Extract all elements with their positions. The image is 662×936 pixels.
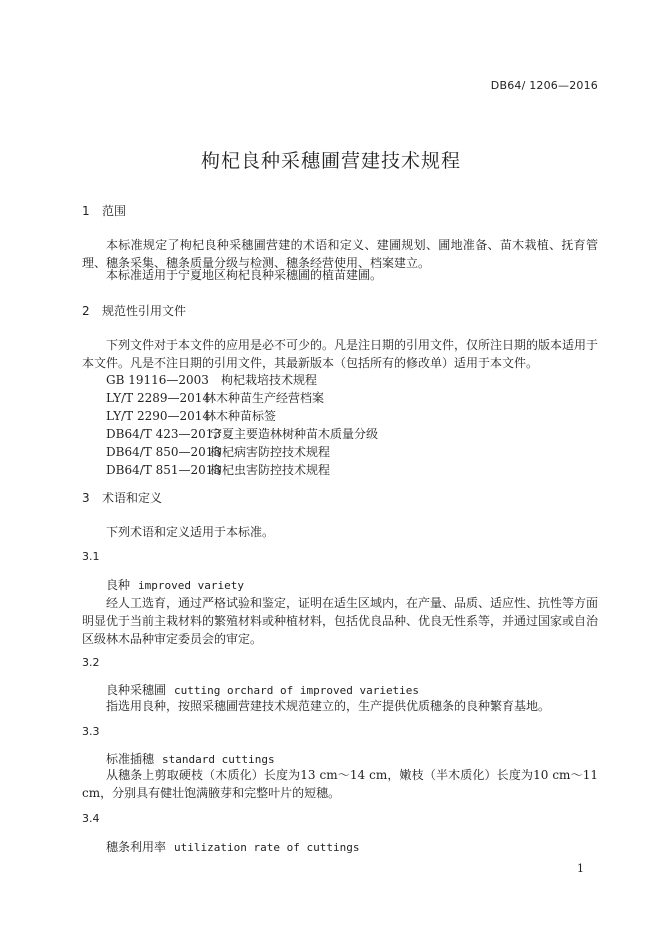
term-chinese: 标准插穗 [106, 752, 155, 766]
term-english: standard cuttings [162, 753, 275, 766]
reference-code: LY/T 2290—2014 [106, 409, 211, 423]
term-definition: 经人工选育，通过严格试验和鉴定，证明在适生区域内，在产量、品质、适应性、抗性等方面明显优于当前主栽材料的繁殖材料或种植材料，包括优良品种、优良无性系等，并通过国家或自治区级林木品种审定委员会的审定。 [82, 596, 599, 646]
section-2-heading [82, 302, 186, 319]
term-english: improved variety [138, 579, 244, 592]
term-chinese: 良种 [106, 578, 131, 592]
reference-item [106, 425, 378, 443]
section-title: 规范性引用文件 [102, 304, 187, 318]
term-english: utilization rate of cuttings [174, 841, 360, 854]
reference-code: DB64/T 423—2013 [106, 427, 222, 441]
reference-title: 林木种苗标签 [204, 409, 277, 423]
reference-title: 林木种苗生产经营档案 [204, 391, 325, 405]
clause-number: 3.4 [82, 812, 100, 825]
section-title: 范围 [102, 204, 127, 218]
reference-item [106, 461, 378, 479]
term-heading [106, 576, 244, 593]
reference-item [106, 371, 378, 389]
reference-title: 枸杞虫害防控技术规程 [210, 463, 331, 477]
reference-item [106, 389, 378, 407]
reference-title: 枸杞病害防控技术规程 [210, 445, 331, 459]
term-chinese: 穗条利用率 [106, 840, 167, 854]
section-number: 3 [82, 491, 90, 505]
term-heading [106, 750, 275, 767]
section-3-heading [82, 489, 162, 506]
document-id: DB64/ 1206—2016 [490, 79, 598, 92]
section-title: 术语和定义 [102, 491, 163, 505]
reference-item [106, 443, 378, 461]
term-chinese: 良种采穗圃 [106, 683, 167, 697]
term-heading [106, 838, 359, 855]
reference-title: 宁夏主要造林树种苗木质量分级 [210, 427, 379, 441]
term-definition: 从穗条上剪取硬枝（木质化）长度为13 cm～14 cm，嫩枝（半木质化）长度为10 cm～11 cm，分别具有健壮饱满腋芽和完整叶片的短穗。 [82, 768, 598, 800]
section-1-paragraph-2: 本标准适用于宁夏地区枸杞良种采穗圃的植苗建圃。 [106, 268, 383, 282]
clause-number: 3.2 [82, 656, 100, 669]
clause-number: 3.1 [82, 550, 100, 563]
section-1-paragraph-1: 本标准规定了枸杞良种采穗圃营建的术语和定义、建圃规划、圃地准备、苗木栽植、抚育管理、穗条采集、穗条质量分级与检测、穗条经营使用、档案建立。 [82, 238, 598, 270]
section-2-intro: 下列文件对于本文件的应用是必不可少的。凡是注日期的引用文件，仅所注日期的版本适用于本文件。凡是不注日期的引用文件，其最新版本（包括所有的修改单）适用于本文件。 [82, 338, 599, 370]
reference-code: LY/T 2289—2014 [106, 391, 211, 405]
reference-title: 枸杞栽培技术规程 [221, 373, 318, 387]
section-number: 2 [82, 304, 90, 318]
section-number: 1 [82, 204, 90, 218]
reference-code: DB64/T 850—2013 [106, 445, 222, 459]
reference-item [106, 407, 378, 425]
reference-list [106, 371, 378, 479]
section-3-intro: 下列术语和定义适用于本标准。 [106, 525, 275, 539]
section-1-heading [82, 202, 126, 219]
page-number: 1 [577, 862, 584, 875]
term-heading [106, 681, 419, 698]
clause-number: 3.3 [82, 725, 100, 738]
page-title: 枸杞良种采穗圃营建技术规程 [200, 150, 461, 172]
reference-code: DB64/T 851—2013 [106, 463, 222, 477]
term-english: cutting orchard of improved varieties [174, 684, 420, 697]
reference-code: GB 19116—2003 [106, 373, 209, 387]
term-definition: 指选用良种，按照采穗圃营建技术规范建立的，生产提供优质穗条的良种繁育基地。 [106, 699, 551, 713]
